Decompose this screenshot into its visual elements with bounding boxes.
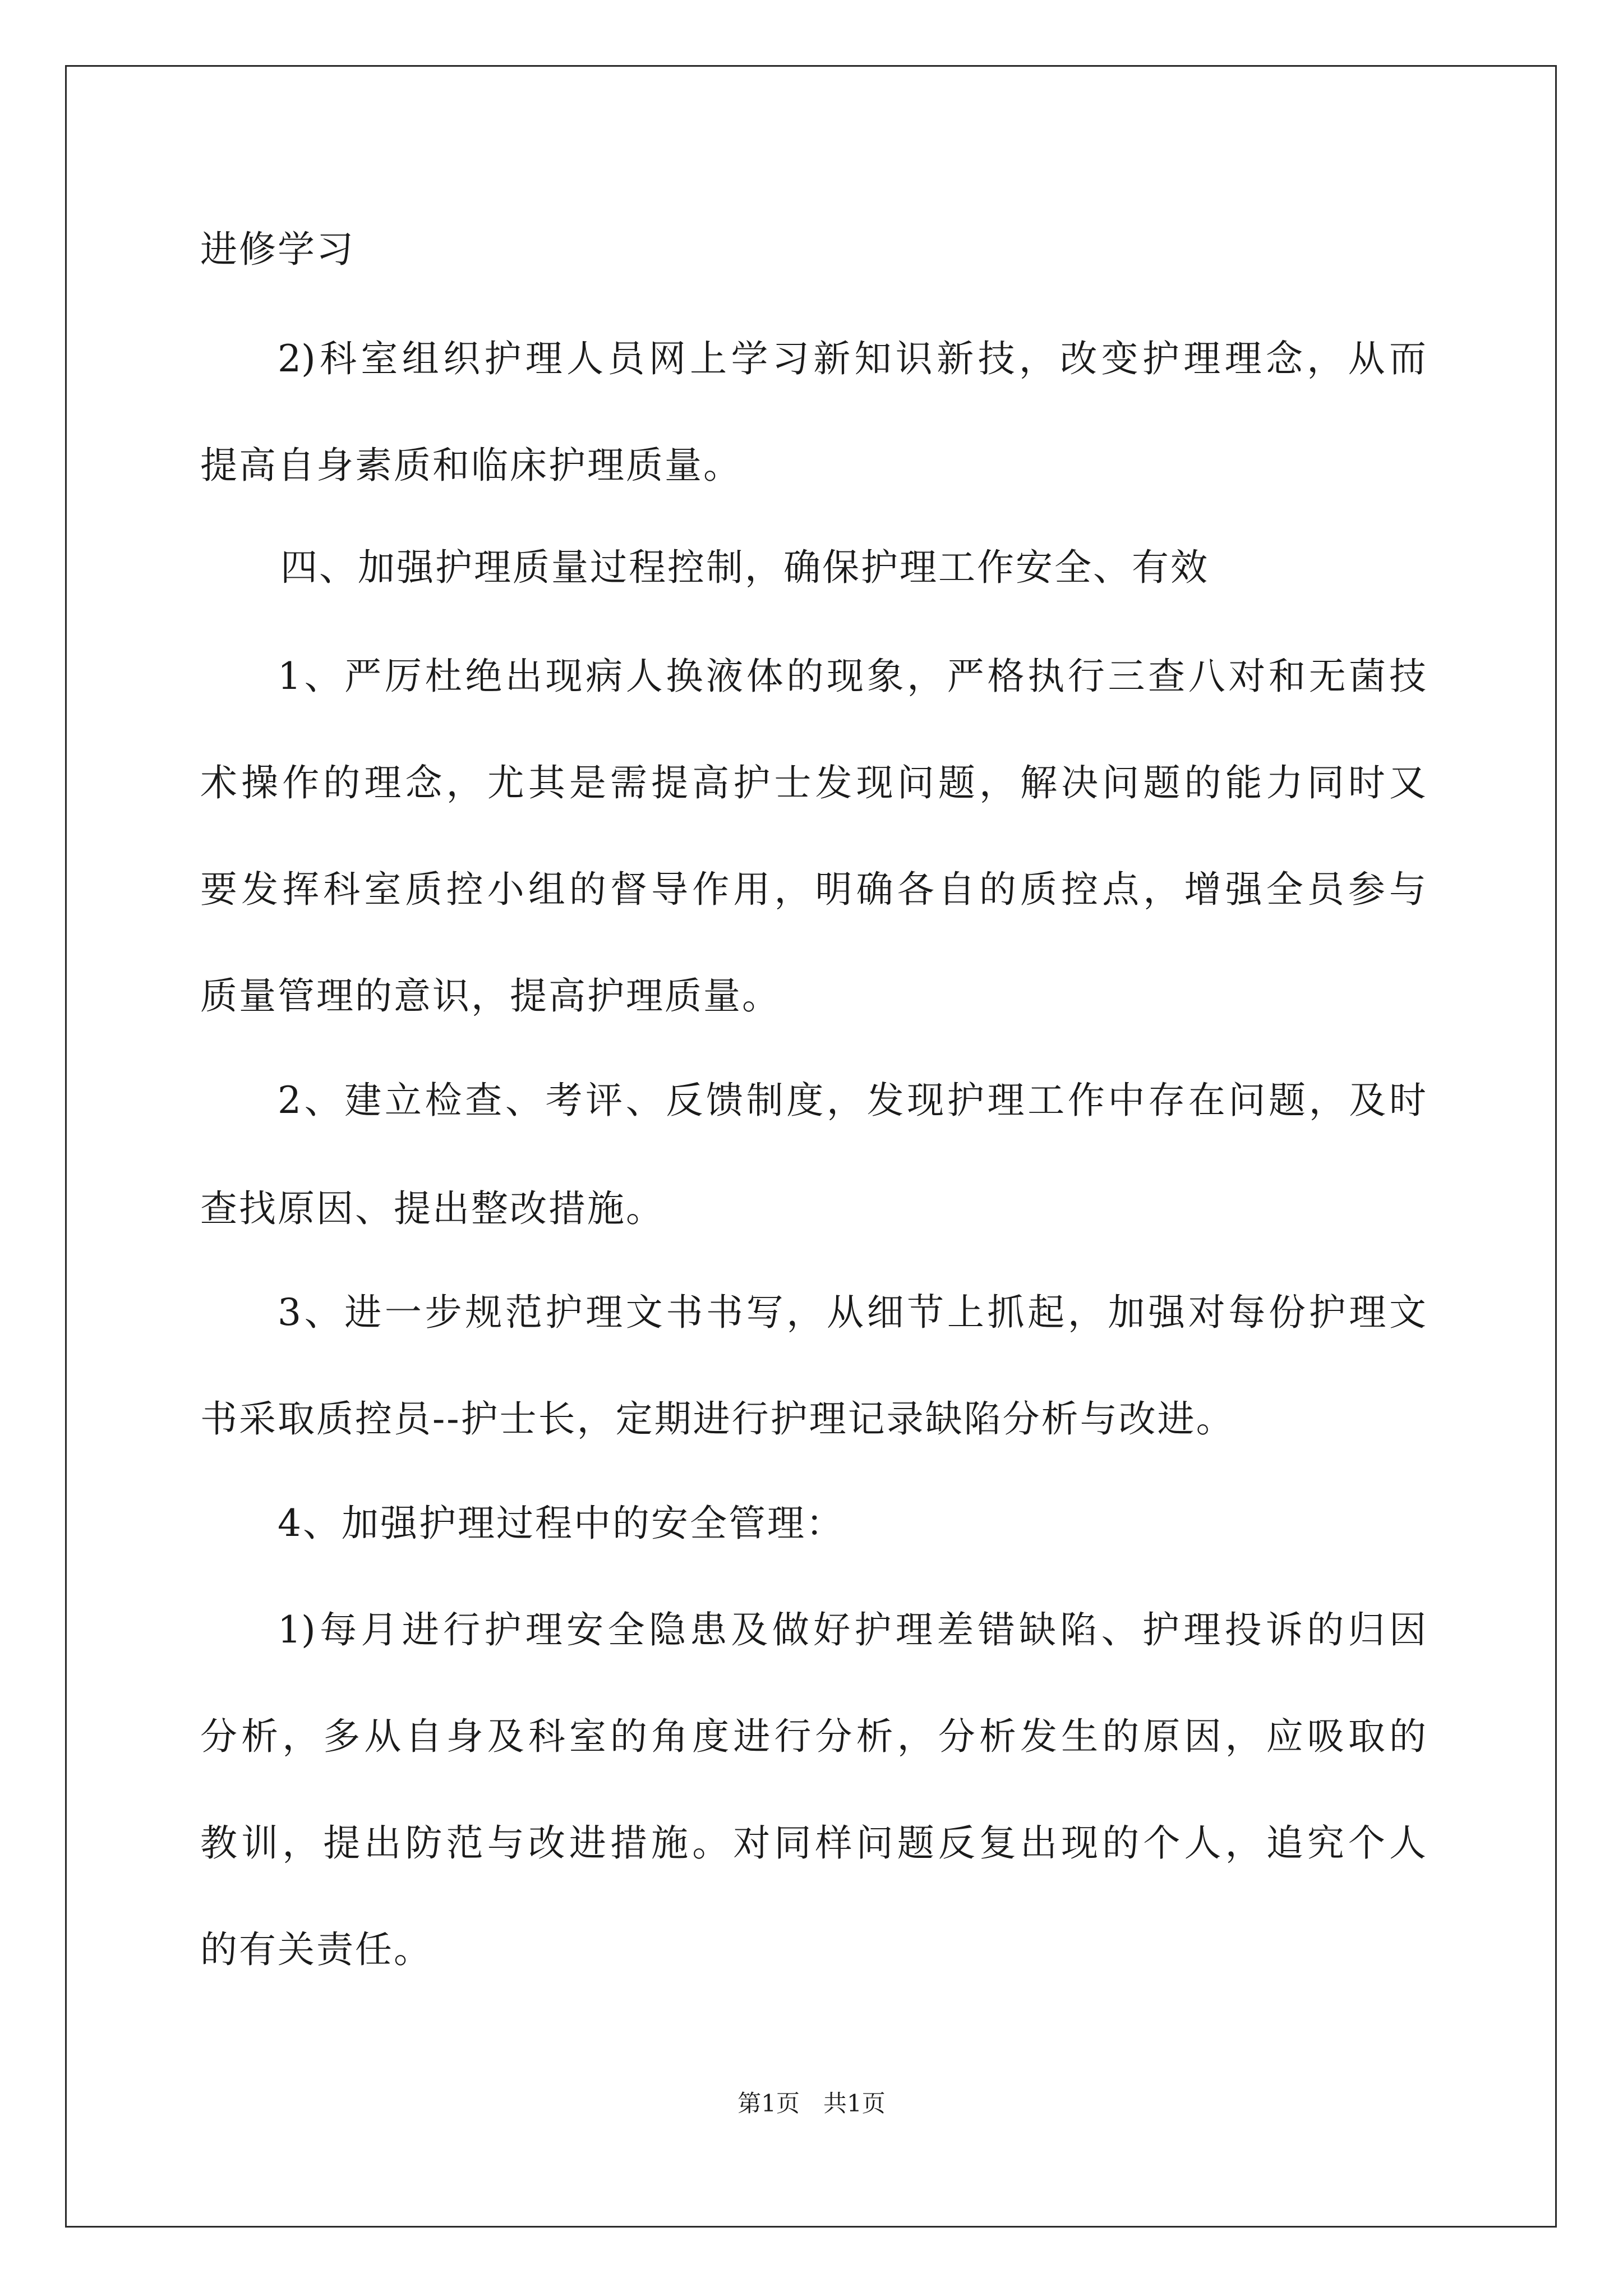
text-line: 分析，多从自身及科室的角度进行分析，分析发生的原因，应吸取的 — [200, 1715, 1426, 1758]
text-line: 3、进一步规范护理文书书写，从细节上抓起，加强对每份护理文 — [278, 1291, 1426, 1334]
text-line: 的有关责任。 — [200, 1928, 432, 1971]
text-line: 1、严厉杜绝出现病人换液体的现象，严格执行三查八对和无菌技 — [278, 655, 1426, 698]
page-border — [65, 65, 1557, 2228]
text-line: 2)科室组织护理人员网上学习新知识新技，改变护理理念，从而 — [278, 337, 1426, 380]
text-line: 提高自身素质和临床护理质量。 — [200, 444, 742, 487]
text-line: 1)每月进行护理安全隐患及做好护理差错缺陷、护理投诉的归因 — [278, 1608, 1426, 1651]
text-line: 查找原因、提出整改措施。 — [200, 1187, 665, 1230]
text-line: 要发挥科室质控小组的督导作用，明确各自的质控点，增强全员参与 — [200, 868, 1426, 911]
text-line: 进修学习 — [200, 228, 355, 271]
text-line: 2、建立检查、考评、反馈制度，发现护理工作中存在问题，及时 — [278, 1079, 1426, 1122]
text-line: 教训，提出防范与改进措施。对同样问题反复出现的个人，追究个人 — [200, 1821, 1426, 1865]
text-line: 书采取质控员--护士长，定期进行护理记录缺陷分析与改进。 — [200, 1397, 1235, 1441]
text-line: 术操作的理念，尤其是需提高护士发现问题，解决问题的能力同时又 — [200, 761, 1426, 804]
section-heading: 四、加强护理质量过程控制，确保护理工作安全、有效 — [280, 546, 1209, 589]
text-line: 4、加强护理过程中的安全管理： — [278, 1502, 845, 1545]
page-number-footer: 第1页 共1页 — [737, 2090, 886, 2117]
text-line: 质量管理的意识，提高护理质量。 — [200, 974, 781, 1018]
